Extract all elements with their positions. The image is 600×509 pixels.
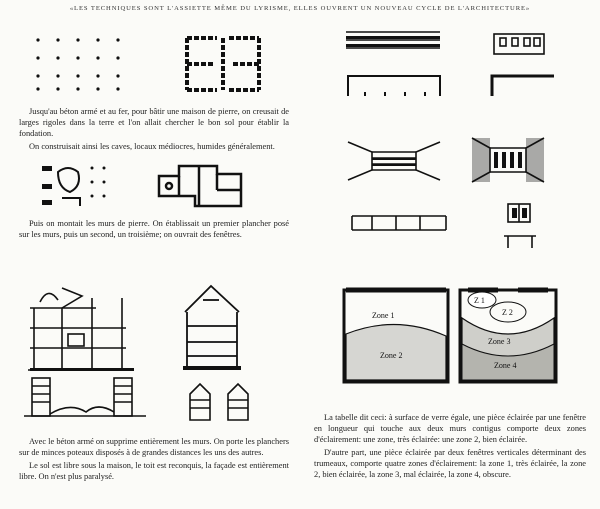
figure-pillar-grid: [34, 36, 124, 91]
figure-window-section-long: [350, 208, 450, 238]
left-para-5: Le sol est libre sous la maison, le toit est reconquis, la façade est entièrement libre. On n'est plus paralysé.: [19, 461, 289, 481]
left-para-2: On construisait ainsi les caves, locaux médiocres, humides généralement.: [29, 142, 275, 151]
figure-window-section-vertical: [500, 202, 540, 252]
zone3-label: Zone 3: [488, 337, 511, 346]
figure-room-long-window: [344, 138, 444, 183]
figure-wall-strip: [344, 70, 444, 100]
left-para-3: Puis on montait les murs de pierre. On établissait un premier plancher posé sur les murs, puis un second, un troisième; on ouvrait des fenêtres.: [19, 219, 289, 239]
z2-label: Z 2: [502, 308, 513, 317]
figure-corner-wall: [488, 70, 558, 100]
figure-zones-long-window: [342, 288, 450, 384]
left-paragraph-group-2: [19, 218, 289, 242]
figure-foundation-plan-1: [40, 162, 120, 210]
figure-zones-vertical-windows: [458, 288, 558, 384]
right-para-2: D'autre part, une pièce éclairée par deux fenêtres verticales déterminant des trumeaux, comporte quatre zones d'éclairement: la zone 1, très éclairée, la zone 2, bien éclairée, la zone 3, mal éclairée, la zone 4, obscure.: [314, 448, 586, 479]
left-paragraph-group-1: [19, 106, 289, 154]
figure-concrete-frame-sketch: [22, 278, 142, 373]
zone4-label: Zone 4: [494, 361, 517, 370]
right-paragraph-group: [314, 412, 586, 482]
z1-label: Z 1: [474, 296, 485, 305]
left-para-1: Jusqu'au béton armé et au fer, pour bâtir une maison de pierre, on creusait de larges rigoles dans la terre et l'on allait chercher le bon sol pour établir la fondation.: [19, 107, 289, 138]
figure-room-vertical-windows: [468, 134, 548, 184]
figure-gable-house-sketch: [177, 282, 247, 372]
zone1-label: Zone 1: [372, 311, 395, 320]
left-para-4: Avec le béton armé on supprime entièrement les murs. On porte les planchers sur de minces poteaux disposés à de grandes distances les uns des autres.: [19, 437, 289, 457]
left-paragraph-group-3: [19, 436, 289, 484]
figure-building-front: [490, 28, 550, 56]
figure-foundation-plan-2: [155, 160, 245, 212]
running-header: «LES TECHNIQUES SONT L'ASSIETTE MÊME DU LYRISME, ELLES OUVRENT UN NOUVEAU CYCLE DE L'ARCHITECTURE»: [69, 5, 531, 12]
figure-towers-sketch: [20, 372, 150, 422]
figure-horizontal-bands: [344, 28, 444, 58]
figure-huts-sketch: [180, 376, 260, 426]
zone2-label: Zone 2: [380, 351, 403, 360]
right-para-1: La tabelle dit ceci: à surface de verre égale, une pièce éclairée par une fenêtre en longueur qui touche aux deux murs contigus comporte deux zones d'éclairement: une zone, très éclairée: une zone 2, bien éclairée.: [314, 413, 586, 444]
figure-wall-plan: [183, 34, 263, 94]
